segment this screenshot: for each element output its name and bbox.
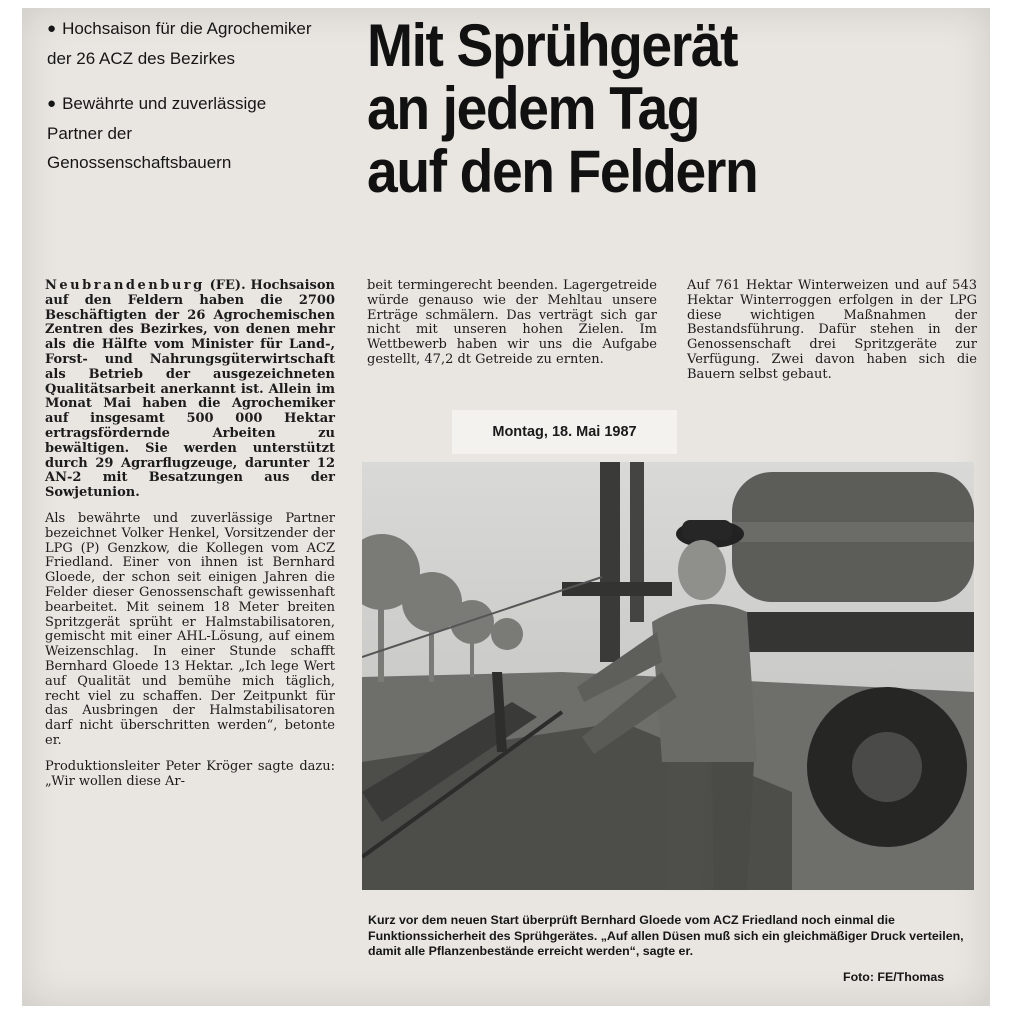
deck-1 xyxy=(47,14,317,73)
headline xyxy=(367,14,882,203)
dateline-place: Neubrandenburg xyxy=(45,278,205,293)
subheadline-decks xyxy=(47,14,317,193)
body-paragraph: Auf 761 Hektar Winterweizen und auf 543 Hektar Winterroggen erfolgen in der LPG diese wichtigen Maßnahmen der Bestandsführung. Dafür stehen in der Genossenschaft drei Spritzgeräte zur Verfügung. Zwei davon haben sich die Bauern selbst gebaut. xyxy=(687,278,977,382)
article-column-3 xyxy=(687,279,977,394)
lead-paragraph xyxy=(45,279,335,501)
bullet-icon: ● xyxy=(47,20,57,37)
deck-1-text: Hochsaison für die Agrochemiker der 26 ACZ des Bezirkes xyxy=(47,19,312,68)
photo-caption: Kurz vor dem neuen Start überprüft Bernhard Gloede vom ACZ Friedland noch einmal die Funktionssicherheit des Sprühgerätes. „Auf allen Düsen muß sich ein gleichmäßiger Druck verteilen, damit alle Pflanzenbestände erreicht werden“, sagte er. xyxy=(368,913,964,958)
deck-2 xyxy=(47,89,317,177)
bullet-icon: ● xyxy=(47,95,57,112)
photo-illustration xyxy=(362,462,974,890)
headline-line-1: Mit Sprühgerät xyxy=(367,12,738,79)
lead-text: Hochsaison auf den Feldern haben die 2700 Beschäftigten der 26 Agrochemischen Zentren des Bezirkes, von denen mehr als die Hälfte vom Minister für Land-, Forst- und Nahrungsgüterwirtschaft als Betrieb der ausgezeichneten Qualitätsarbeit anerkannt ist. Allein im Monat Mai haben die Agrochemiker auf insgesamt 500 000 Hektar ertragsfördernde Arbeiten zu bewältigen. Sie werden unterstützt durch 29 Agrarflugzeuge, darunter 12 AN-2 mit Besatzungen aus der Sowjetunion. xyxy=(45,278,335,501)
photo-credit: Foto: FE/Thomas xyxy=(843,970,945,984)
headline-line-2: an jedem Tag xyxy=(367,75,700,142)
news-photo xyxy=(362,462,974,890)
agency-tag: (FE). xyxy=(204,278,251,293)
article-column-1 xyxy=(45,279,335,800)
headline-line-3: auf den Feldern xyxy=(367,138,758,205)
deck-2-text: Bewährte und zuverlässige Partner der Genossenschaftsbauern xyxy=(47,94,267,172)
body-paragraph: beit termingerecht beenden. Lagergetreide würde genauso wie der Mehltau unsere Erträge schmälern. Das verträgt sich gar nicht mit unseren hohen Zielen. Im Wettbewerb haben wir uns die Aufgabe gestellt, 47,2 dt Getreide zu ernten. xyxy=(367,278,657,367)
body-paragraph: Produktionsleiter Peter Kröger sagte dazu: „Wir wollen diese Ar- xyxy=(45,758,335,789)
date-label: Montag, 18. Mai 1987 xyxy=(452,410,677,454)
body-paragraph: Als bewährte und zuverlässige Partner bezeichnet Volker Henkel, Vorsitzender der LPG (P) Genzkow, die Kollegen vom ACZ Friedland. Einer von ihnen ist Bernhard Gloede, der schon seit einigen Jahren die Felder dieser Genossenschaft gewissenhaft bearbeitet. Mit seinem 18 Meter breiten Spritzgerät sprüht er Halmstabilisatoren, gemischt mit einer AHL-Lösung, auf einem Weizenschlag. In einer Stunde schafft Bernhard Gloede 13 Hektar. „Ich lege Wert auf Qualität und bemühe mich täglich, recht viel zu schaffen. Der Zeitpunkt für das Ausbringen der Halmstabilisatoren darf nicht überschritten werden“, betonte er. xyxy=(45,510,335,748)
article-column-2 xyxy=(367,279,657,379)
